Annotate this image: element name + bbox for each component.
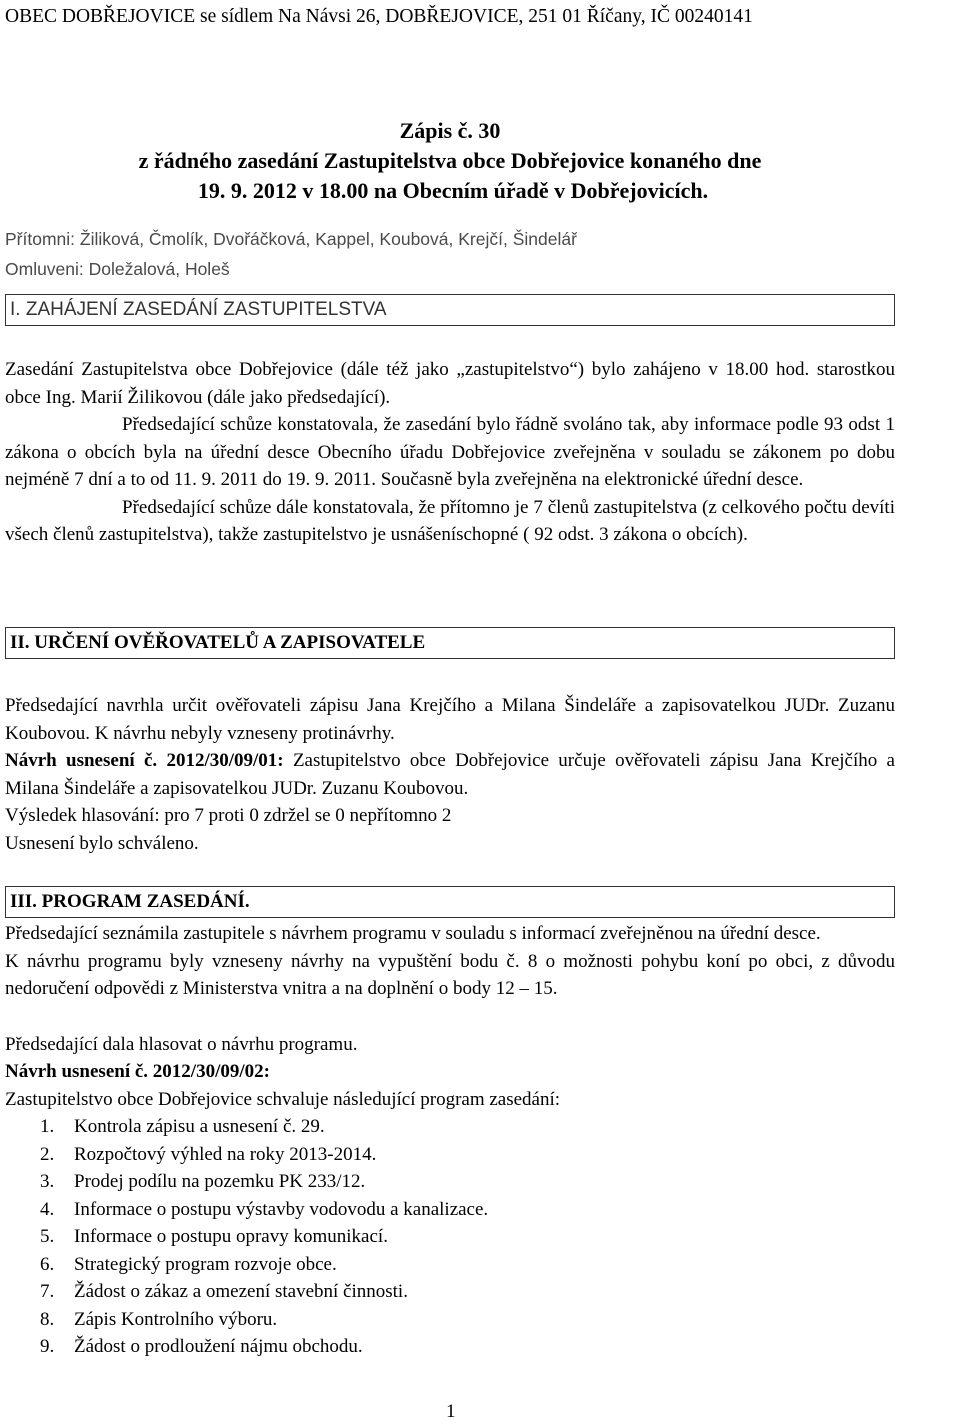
- resolution-1-text: Zastupitelstvo obce Dobřejovice určuje ověřovateli zápisu Jana Krejčího a Milana Šindeláře a zapisovatelkou JUDr. Zuzanu Koubovou.: [5, 750, 895, 799]
- resolution-2-text: Zastupitelstvo obce Dobřejovice schvaluje následující program zasedání:: [5, 1088, 561, 1110]
- section-3: [5, 886, 895, 918]
- section-1: [5, 294, 895, 326]
- section-1-paragraph-2: Předsedající schůze konstatovala, že zasedání bylo řádně svoláno tak, aby informace podle 93 odst 1 zákona o obcích byla na úřední desce Obecního úřadu Dobřejovice zveřejněna v souladu se zákonem po dobu nejméně 7 dní a to od 11. 9. 2011 do 19. 9. 2011. Současně byla zveřejněna na elektronické úřední desce.: [5, 414, 895, 490]
- section-1-body: [5, 356, 895, 549]
- excused-members: Omluveni: Doležalová, Holeš: [5, 259, 230, 279]
- attendance-block: [5, 226, 895, 285]
- approval-statement: Usnesení bylo schváleno.: [5, 832, 199, 854]
- program-item: 6. Strategický program rozvoje obce.: [40, 1253, 337, 1275]
- program-item: 1. Kontrola zápisu a usnesení č. 29.: [40, 1116, 325, 1137]
- program-item: 7. Žádost o zákaz a omezení stavební činnosti.: [40, 1281, 408, 1302]
- title-line-2: z řádného zasedání Zastupitelstva obce Dobřejovice konaného dne: [138, 148, 762, 173]
- minutes-title: [5, 116, 895, 206]
- present-members: Přítomni: Žiliková, Čmolík, Dvořáčková, Kappel, Koubová, Krejčí, Šindelář: [5, 229, 577, 249]
- section-3-body: [5, 920, 895, 1361]
- section-1-paragraph-3: Předsedající schůze dále konstatovala, že přítomno je 7 členů zastupitelstva (z celkového počtu devíti všech členů zastupitelstva), takže zastupitelstvo je usnášeníschopné ( 92 odst. 3 zákona o obcích).: [5, 496, 895, 545]
- resolution-2-label: Návrh usnesení č. 2012/30/09/02:: [5, 1061, 270, 1082]
- program-item: 4. Informace o postupu výstavby vodovodu a kanalizace.: [40, 1198, 489, 1220]
- section-2-heading: [5, 627, 895, 659]
- section-2-paragraph-1: Předsedající navrhla určit ověřovateli zápisu Jana Krejčího a Milana Šindeláře a zapisovatelkou JUDr. Zuzanu Koubovou. K návrhu nebyly vzneseny protinávrhy.: [5, 695, 895, 744]
- section-3-paragraph-3: Předsedající dala hlasovat o návrhu programu.: [5, 1033, 358, 1055]
- title-line-3: 19. 9. 2012 v 18.00 na Obecním úřadě v Dobřejovicích.: [197, 178, 709, 203]
- program-list: [5, 1113, 895, 1361]
- program-item: 8. Zápis Kontrolního výboru.: [40, 1308, 278, 1330]
- voting-result: Výsledek hlasování: pro 7 proti 0 zdržel se 0 nepřítomno 2: [5, 805, 452, 826]
- program-item: 5. Informace o postupu opravy komunikací.: [40, 1226, 388, 1247]
- section-1-heading: I. ZAHÁJENÍ ZASEDÁNÍ ZASTUPITELSTVA: [5, 294, 895, 326]
- title-line-1: Zápis č. 30: [399, 118, 501, 143]
- section-2-heading-text: URČENÍ OVĚŘOVATELŮ A ZAPISOVATELE: [34, 632, 426, 653]
- section-2-body: [5, 692, 895, 857]
- section-3-paragraph-2: K návrhu programu byly vzneseny návrhy na vypuštění bodu č. 8 o možnosti pohybu koní po obci, z důvodu nedoručení odpovědi z Ministerstva vnitra a na doplnění o body 12 – 15.: [5, 950, 895, 999]
- page-number: 1: [446, 1401, 456, 1422]
- program-item: 2. Rozpočtový výhled na roky 2013-2014.: [40, 1143, 377, 1165]
- section-3-paragraph-1: Předsedající seznámila zastupitele s návrhem programu v souladu s informací zveřejněnou na úřední desce.: [5, 923, 821, 944]
- section-1-paragraph-1: Zasedání Zastupitelstva obce Dobřejovice (dále též jako „zastupitelstvo“) bylo zahájeno v 18.00 hod. starostkou obce Ing. Marií Žilikovou (dále jako předsedající).: [5, 359, 895, 408]
- program-item: 9. Žádost o prodloužení nájmu obchodu.: [40, 1336, 363, 1357]
- section-2: [5, 627, 895, 659]
- section-3-heading: III. PROGRAM ZASEDÁNÍ.: [5, 886, 895, 918]
- municipality-header: OBEC DOBŘEJOVICE se sídlem Na Návsi 26, DOBŘEJOVICE, 251 01 Říčany, IČ 00240141: [5, 6, 753, 27]
- resolution-1-label: Návrh usnesení č. 2012/30/09/01:: [5, 750, 284, 771]
- section-2-resolution: [5, 747, 895, 802]
- program-item: 3. Prodej podílu na pozemku PK 233/12.: [40, 1171, 366, 1192]
- section-2-heading-number: II.: [10, 632, 30, 653]
